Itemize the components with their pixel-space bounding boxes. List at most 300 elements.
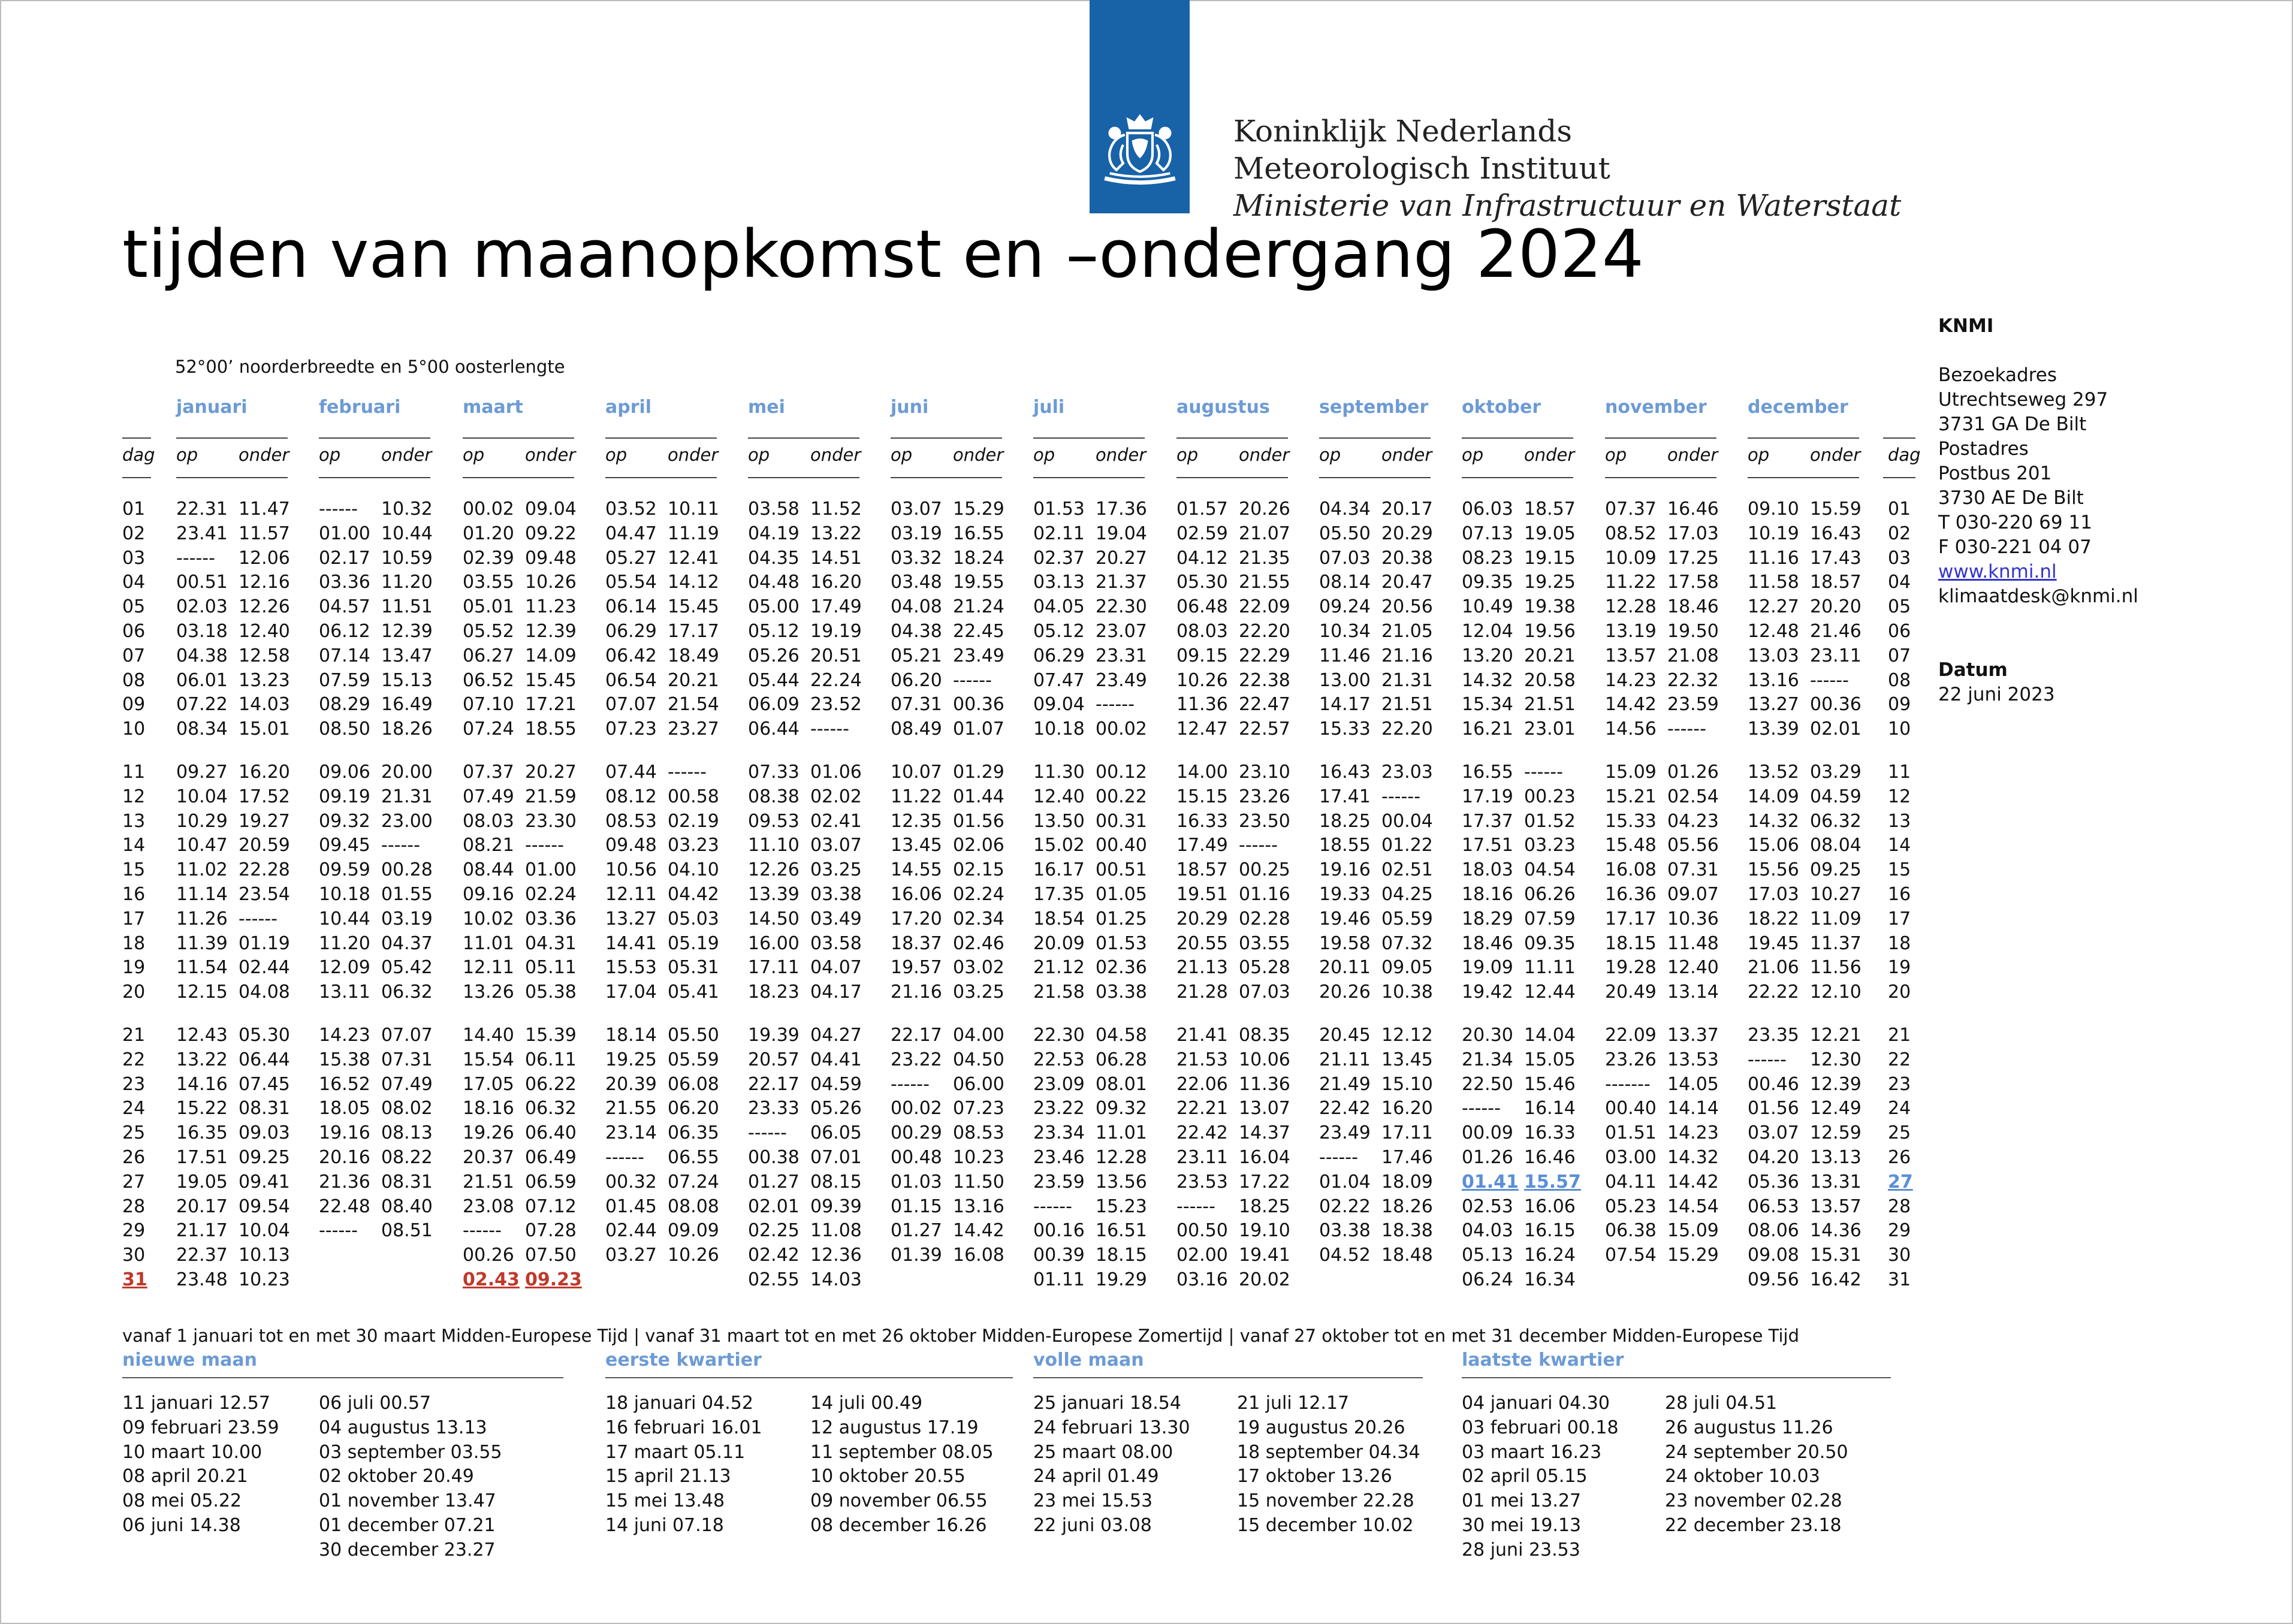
moonset-time: 21.51 — [1381, 694, 1433, 716]
moonrise-time: 08.03 — [463, 810, 514, 832]
moonset-time: 17.17 — [668, 621, 719, 642]
moonrise-time: 06.29 — [605, 621, 657, 642]
moonset-time: ------ — [953, 669, 992, 691]
moonset-time: 22.57 — [1239, 719, 1290, 740]
moonset-time: 06.32 — [381, 982, 433, 1003]
day-number-left: 21 — [122, 1025, 146, 1046]
header-rule-top — [319, 437, 430, 439]
header-rule-bottom — [1462, 477, 1573, 478]
moonrise-time: 07.49 — [463, 786, 514, 807]
moonset-time: 12.39 — [525, 621, 577, 642]
moonrise-time: 06.12 — [319, 621, 370, 642]
day-number-right: 23 — [1888, 1073, 1911, 1095]
moonset-time: 14.05 — [1667, 1073, 1719, 1095]
moonrise-time: 21.28 — [1176, 982, 1228, 1003]
moonrise-time: 23.59 — [1033, 1171, 1085, 1193]
moonrise-time: 23.08 — [463, 1196, 514, 1217]
moonset-time: 05.42 — [381, 957, 433, 979]
op-header: op — [1033, 445, 1055, 465]
moonrise-time: 10.47 — [176, 835, 228, 856]
moonrise-time: 06.24 — [1462, 1269, 1513, 1290]
moonset-time: 20.51 — [810, 645, 862, 666]
moonrise-time: 05.50 — [1319, 523, 1371, 544]
moonrise-time: 22.50 — [1462, 1073, 1513, 1095]
moonrise-time: 18.46 — [1462, 932, 1513, 954]
moonrise-time: 11.14 — [176, 884, 228, 905]
phase-date: 26 augustus 11.26 — [1665, 1417, 1833, 1438]
moonset-time: 02.51 — [1381, 859, 1433, 881]
phase-date: 14 juli 00.49 — [810, 1393, 923, 1414]
op-header: op — [1462, 445, 1484, 465]
moonrise-time: 00.26 — [463, 1245, 514, 1266]
moonset-time: 15.09 — [1667, 1220, 1719, 1242]
phase-date: 30 december 23.27 — [319, 1539, 496, 1560]
moonrise-time: 06.42 — [605, 645, 657, 666]
op-header: op — [748, 445, 770, 465]
moonset-time: 21.46 — [1810, 621, 1861, 642]
moonset-time: 00.31 — [1096, 810, 1147, 832]
moonset-time: 14.23 — [1667, 1122, 1719, 1144]
moonrise-time: 11.02 — [176, 859, 228, 881]
moonrise-time: 10.18 — [319, 884, 370, 905]
moonset-time: 14.32 — [1667, 1147, 1719, 1168]
date-value: 22 juni 2023 — [1938, 684, 2055, 705]
moonrise-time: 00.32 — [605, 1171, 657, 1193]
moonrise-time: 21.51 — [463, 1171, 514, 1193]
moonset-time: 22.20 — [1381, 719, 1433, 740]
moonrise-time: 17.17 — [1605, 908, 1657, 929]
moonrise-time: 06.52 — [463, 669, 514, 691]
moonset-time: 08.51 — [381, 1220, 433, 1242]
moonrise-time: 11.16 — [1748, 547, 1799, 569]
moonrise-time: 04.20 — [1748, 1147, 1799, 1168]
moonrise-time: 18.55 — [1319, 835, 1371, 856]
org-line-1: Koninklijk Nederlands — [1233, 114, 1572, 149]
moonrise-time: 19.25 — [605, 1049, 657, 1070]
moonset-time: 21.16 — [1381, 645, 1433, 666]
day-number-left: 03 — [122, 547, 146, 569]
moonrise-time: ------ — [1319, 1147, 1358, 1168]
moonset-time: 06.08 — [668, 1073, 719, 1095]
moonrise-time: 15.09 — [1605, 762, 1657, 783]
moonrise-time: 05.30 — [1176, 572, 1228, 593]
moonset-time: 06.26 — [1524, 884, 1576, 905]
moonrise-time: 12.11 — [605, 884, 657, 905]
moonset-time: 09.48 — [525, 547, 577, 569]
royal-coat-of-arms-icon — [1098, 108, 1182, 192]
moonrise-time: 16.21 — [1462, 719, 1513, 740]
day-number-right: 13 — [1888, 810, 1911, 832]
moonrise-time: 13.16 — [1748, 669, 1799, 691]
moonset-time: 13.37 — [1667, 1025, 1719, 1046]
moonset-time: 11.08 — [810, 1220, 862, 1242]
moonrise-time: 03.13 — [1033, 572, 1085, 593]
moonset-time: 02.01 — [1810, 719, 1861, 740]
moonset-time: 18.55 — [525, 719, 577, 740]
moonrise-time: 13.26 — [463, 982, 514, 1003]
moonset-time: 23.27 — [668, 719, 719, 740]
moonrise-time: 04.48 — [748, 572, 799, 593]
moonrise-time: 10.49 — [1462, 596, 1513, 618]
moonrise-time: 06.03 — [1462, 499, 1513, 520]
day-number-left: 09 — [122, 694, 146, 716]
moonset-time: 19.38 — [1524, 596, 1576, 618]
day-number-left: 15 — [122, 859, 146, 881]
moonset-time: 05.30 — [239, 1025, 290, 1046]
moonrise-time: 23.53 — [1176, 1171, 1228, 1193]
moonset-time: 16.51 — [1096, 1220, 1147, 1242]
moonrise-time: 05.13 — [1462, 1245, 1513, 1266]
moonrise-time: 06.20 — [891, 669, 942, 691]
header-rule-bottom — [748, 477, 859, 478]
moonrise-time: 23.49 — [1319, 1122, 1371, 1144]
moonset-time: 14.51 — [810, 547, 862, 569]
moonset-time: 15.45 — [525, 669, 577, 691]
moonset-time: 23.11 — [1810, 645, 1861, 666]
day-number-right: 25 — [1888, 1122, 1911, 1144]
day-number-right: 11 — [1888, 762, 1911, 783]
moonrise-time: 06.01 — [176, 669, 228, 691]
moonset-time: 23.52 — [810, 694, 862, 716]
moonset-time: 10.23 — [953, 1147, 1004, 1168]
day-number-right: 09 — [1888, 694, 1911, 716]
moonrise-time: 00.02 — [463, 499, 514, 520]
moonset-time: 12.28 — [1096, 1147, 1147, 1168]
moonrise-time: 05.27 — [605, 547, 657, 569]
onder-header: onder — [1524, 445, 1575, 465]
moonset-time: 05.19 — [668, 932, 719, 954]
moonset-time: 03.25 — [810, 859, 862, 881]
phase-date: 08 december 16.26 — [810, 1514, 987, 1536]
moonset-time: 02.36 — [1096, 957, 1147, 979]
moonrise-time: 15.53 — [605, 957, 657, 979]
moonset-time: 13.14 — [1667, 982, 1719, 1003]
moonset-time: 18.38 — [1381, 1220, 1433, 1242]
moonset-time: 15.05 — [1524, 1049, 1576, 1070]
moonset-time: 07.28 — [525, 1220, 577, 1242]
moonrise-time: 05.01 — [463, 596, 514, 618]
moonrise-time: 18.29 — [1462, 908, 1513, 929]
phase-date: 08 mei 05.22 — [122, 1490, 242, 1512]
moonrise-time: 00.40 — [1605, 1098, 1657, 1119]
moonset-time: 03.19 — [381, 908, 433, 929]
moonrise-time: 18.15 — [1605, 932, 1657, 954]
moonset-time: 03.36 — [525, 908, 577, 929]
moonrise-time: 19.05 — [176, 1171, 228, 1193]
phase-date: 24 februari 13.30 — [1033, 1417, 1190, 1438]
moonset-time: 01.52 — [1524, 810, 1576, 832]
moonrise-time: 02.00 — [1176, 1245, 1228, 1266]
moonset-time: 11.36 — [1239, 1073, 1290, 1095]
post-city: 3730 AE De Bilt — [1938, 487, 2084, 509]
moonrise-time: 21.11 — [1319, 1049, 1371, 1070]
month-header: mei — [748, 397, 785, 418]
moonset-time: ------ — [1381, 786, 1420, 807]
moonset-time: 16.08 — [953, 1245, 1004, 1266]
moonset-time: 21.24 — [953, 596, 1004, 618]
moonset-time: 11.01 — [1096, 1122, 1147, 1144]
moonrise-time: 20.30 — [1462, 1025, 1513, 1046]
moonset-time: 17.11 — [1381, 1122, 1433, 1144]
header-rule-bottom — [605, 477, 717, 478]
phase-date: 15 mei 13.48 — [605, 1490, 725, 1512]
moonset-time: 00.36 — [1810, 694, 1861, 716]
moonset-time: 12.39 — [381, 621, 433, 642]
moonrise-time: 12.35 — [891, 810, 942, 832]
moonrise-time: 01.03 — [891, 1171, 942, 1193]
moonset-time: 09.07 — [1667, 884, 1719, 905]
moonset-time: 21.35 — [1239, 547, 1290, 569]
month-header: oktober — [1462, 397, 1541, 418]
op-header: op — [176, 445, 198, 465]
moonrise-time: 08.03 — [1176, 621, 1228, 642]
moonrise-time: 17.35 — [1033, 884, 1085, 905]
moonset-time: 05.03 — [668, 908, 719, 929]
phase-date: 06 juli 00.57 — [319, 1393, 432, 1414]
moonrise-time: 22.17 — [748, 1073, 799, 1095]
moonset-time: 04.25 — [1381, 884, 1433, 905]
moonrise-time: 01.45 — [605, 1196, 657, 1217]
month-header: februari — [319, 397, 401, 418]
moonrise-time: 10.56 — [605, 859, 657, 881]
contact-info — [1938, 314, 2138, 707]
moonset-time: 15.29 — [953, 499, 1004, 520]
moonset-time: 04.23 — [1667, 810, 1719, 832]
moonset-time: 19.04 — [1096, 523, 1147, 544]
moonrise-time: 05.12 — [748, 621, 799, 642]
moonset-time: 12.12 — [1381, 1025, 1433, 1046]
moonset-time: 15.10 — [1381, 1073, 1433, 1095]
moonrise-time: 02.59 — [1176, 523, 1228, 544]
organization-name — [1233, 113, 1901, 224]
moonrise-time: 18.16 — [1462, 884, 1513, 905]
moonset-time: ------ — [381, 835, 420, 856]
moonset-time: 01.55 — [381, 884, 433, 905]
moonset-time: 11.48 — [1667, 932, 1719, 954]
moonset-time: ------ — [1239, 835, 1278, 856]
month-header: juni — [891, 397, 929, 418]
email: klimaatdesk@knmi.nl — [1938, 585, 2138, 607]
moonset-time: 00.51 — [1096, 859, 1147, 881]
phase-dates-column — [122, 1391, 279, 1538]
moonset-time: 08.01 — [1096, 1073, 1147, 1095]
moonrise-time: 07.37 — [1605, 499, 1657, 520]
moonset-time: 00.40 — [1096, 835, 1147, 856]
date-label: Datum — [1938, 659, 2008, 681]
moonrise-time: 09.35 — [1462, 572, 1513, 593]
moonrise-time: 10.02 — [463, 908, 514, 929]
moonset-time: 13.31 — [1810, 1171, 1861, 1193]
moonrise-time: 14.00 — [1176, 762, 1228, 783]
moonset-time: 14.12 — [668, 572, 719, 593]
moonrise-time: 09.27 — [176, 762, 228, 783]
moonset-time: 03.29 — [1810, 762, 1861, 783]
moonset-time: 06.40 — [525, 1122, 577, 1144]
header-rule-top — [605, 437, 717, 439]
moonrise-time: 04.34 — [1319, 499, 1371, 520]
moonrise-time: 08.06 — [1748, 1220, 1799, 1242]
moonset-time: 20.26 — [1239, 499, 1290, 520]
moonset-time: 07.12 — [525, 1196, 577, 1217]
moonrise-time: 02.39 — [463, 547, 514, 569]
moonset-time: 04.37 — [381, 932, 433, 954]
moonset-time: 07.31 — [1667, 859, 1719, 881]
header-rule-top — [1748, 437, 1859, 439]
moonset-time: 17.52 — [239, 786, 290, 807]
moonset-time: 04.41 — [810, 1049, 862, 1070]
moonset-time: 16.34 — [1524, 1269, 1576, 1290]
moonrise-time: 13.45 — [891, 835, 942, 856]
moonrise-time: 22.09 — [1605, 1025, 1657, 1046]
moonrise-time: 16.06 — [891, 884, 942, 905]
moonrise-time: 09.16 — [463, 884, 514, 905]
moonrise-time: ------ — [319, 1220, 358, 1242]
moonrise-time: 09.32 — [319, 810, 370, 832]
moonrise-time: 13.11 — [319, 982, 370, 1003]
moonrise-time: 14.23 — [319, 1025, 370, 1046]
day-number-right: 03 — [1888, 547, 1911, 569]
moonset-time: 13.16 — [953, 1196, 1004, 1217]
moonrise-time: 15.38 — [319, 1049, 370, 1070]
header-rule-top — [891, 437, 1002, 439]
moonset-time: 19.50 — [1667, 621, 1719, 642]
moonrise-time: 19.16 — [319, 1122, 370, 1144]
moonrise-time: 01.27 — [748, 1171, 799, 1193]
moonrise-time: ------ — [1033, 1196, 1072, 1217]
day-number-right: 21 — [1888, 1025, 1911, 1046]
moonrise-time: 16.08 — [1605, 859, 1657, 881]
moonrise-time: 01.15 — [891, 1196, 942, 1217]
moonrise-time: 12.48 — [1748, 621, 1799, 642]
moonset-time: 01.07 — [953, 719, 1004, 740]
moonset-time: 03.02 — [953, 957, 1004, 979]
moonrise-time: 06.38 — [1605, 1220, 1657, 1242]
moonset-time: 08.02 — [381, 1098, 433, 1119]
moonrise-time: 15.54 — [463, 1049, 514, 1070]
day-number-left: 10 — [122, 719, 146, 740]
moonset-time: 08.15 — [810, 1171, 862, 1193]
month-header: maart — [463, 397, 523, 418]
moonset-time: 12.40 — [1667, 957, 1719, 979]
moonrise-time: 17.49 — [1176, 835, 1228, 856]
moonset-time: 07.03 — [1239, 982, 1290, 1003]
header-rule-bottom — [1883, 477, 1915, 478]
moonset-time: 18.57 — [1524, 499, 1576, 520]
moonrise-time: ------- — [1605, 1073, 1651, 1095]
moonrise-time: 03.38 — [1319, 1220, 1371, 1242]
header-rule-top — [1176, 437, 1288, 439]
moonset-time: 10.38 — [1381, 982, 1433, 1003]
moonset-time: 22.28 — [239, 859, 290, 881]
day-number-left: 04 — [122, 572, 146, 593]
day-number-left: 30 — [122, 1245, 146, 1266]
day-number-left: 24 — [122, 1098, 146, 1119]
day-number-left: 18 — [122, 932, 146, 954]
moonrise-time: 09.15 — [1176, 645, 1228, 666]
moonset-time: 11.37 — [1810, 932, 1861, 954]
day-number-left: 06 — [122, 621, 146, 642]
moonset-time: 00.23 — [1524, 786, 1576, 807]
moonset-time: 11.11 — [1524, 957, 1576, 979]
moonset-time: 18.46 — [1667, 596, 1719, 618]
moonset-time: 05.38 — [525, 982, 577, 1003]
moonset-time: 14.04 — [1524, 1025, 1576, 1046]
moonrise-time: 22.21 — [1176, 1098, 1228, 1119]
moonset-time: 01.19 — [239, 932, 290, 954]
day-number-right: 17 — [1888, 908, 1911, 929]
moonset-time: 16.33 — [1524, 1122, 1576, 1144]
website-link[interactable]: www.knmi.nl — [1938, 561, 2057, 582]
moonrise-time: 20.49 — [1605, 982, 1657, 1003]
phase-rule — [605, 1377, 1013, 1378]
moonset-time: 01.25 — [1096, 908, 1147, 929]
moonrise-time: 17.03 — [1748, 884, 1799, 905]
moonrise-time: 01.27 — [891, 1220, 942, 1242]
moonset-time: 18.26 — [1381, 1196, 1433, 1217]
moonset-time: 20.21 — [668, 669, 719, 691]
phase-date: 01 mei 13.27 — [1462, 1490, 1582, 1512]
moonset-time: 14.42 — [1667, 1171, 1719, 1193]
moonrise-time: 11.39 — [176, 932, 228, 954]
moonrise-time: 21.06 — [1748, 957, 1799, 979]
moonset-time: 08.31 — [239, 1098, 290, 1119]
moonset-time: 18.26 — [381, 719, 433, 740]
day-number-right: 26 — [1888, 1147, 1911, 1168]
moonset-time: 01.56 — [953, 810, 1004, 832]
moonset-time: 09.35 — [1524, 932, 1576, 954]
moonrise-time: 07.31 — [891, 694, 942, 716]
header-rule-bottom — [1033, 477, 1145, 478]
moonset-time: 06.11 — [525, 1049, 577, 1070]
moonset-time: 19.29 — [1096, 1269, 1147, 1290]
moonset-time: 12.16 — [239, 572, 290, 593]
moonset-time: 01.16 — [1239, 884, 1290, 905]
moonset-time: 03.07 — [810, 835, 862, 856]
moonset-time: 17.49 — [810, 596, 862, 618]
moonset-time: 19.27 — [239, 810, 290, 832]
moonrise-time: 02.53 — [1462, 1196, 1513, 1217]
phase-date: 06 juni 14.38 — [122, 1514, 241, 1536]
moonrise-time: 19.51 — [1176, 884, 1228, 905]
moonrise-time: 21.34 — [1462, 1049, 1513, 1070]
moonset-time: 21.55 — [1239, 572, 1290, 593]
moonset-time: 03.55 — [1239, 932, 1290, 954]
day-number-left: 02 — [122, 523, 146, 544]
moonrise-time: 10.26 — [1176, 669, 1228, 691]
moonset-time: 21.31 — [1381, 669, 1433, 691]
moonrise-time: 12.04 — [1462, 621, 1513, 642]
moonrise-time: 08.23 — [1462, 547, 1513, 569]
header-rule-top — [1883, 437, 1915, 439]
moonrise-time: 05.21 — [891, 645, 942, 666]
moonset-time: 11.57 — [239, 523, 290, 544]
onder-header: onder — [1381, 445, 1432, 465]
moonset-time: 16.04 — [1239, 1147, 1290, 1168]
moonset-time: 13.45 — [1381, 1049, 1433, 1070]
op-header: op — [1605, 445, 1627, 465]
moonrise-time: 21.17 — [176, 1220, 228, 1242]
moonrise-time: 08.29 — [319, 694, 370, 716]
moonset-time: 23.00 — [381, 810, 433, 832]
moonset-time: 04.10 — [668, 859, 719, 881]
moonrise-time: 10.44 — [319, 908, 370, 929]
moonrise-time: 15.15 — [1176, 786, 1228, 807]
moonset-time: 19.56 — [1524, 621, 1576, 642]
moonrise-time: 12.40 — [1033, 786, 1085, 807]
moonset-time: 23.07 — [1096, 621, 1147, 642]
day-number-right: 22 — [1888, 1049, 1911, 1070]
day-number-left: 27 — [122, 1171, 146, 1193]
